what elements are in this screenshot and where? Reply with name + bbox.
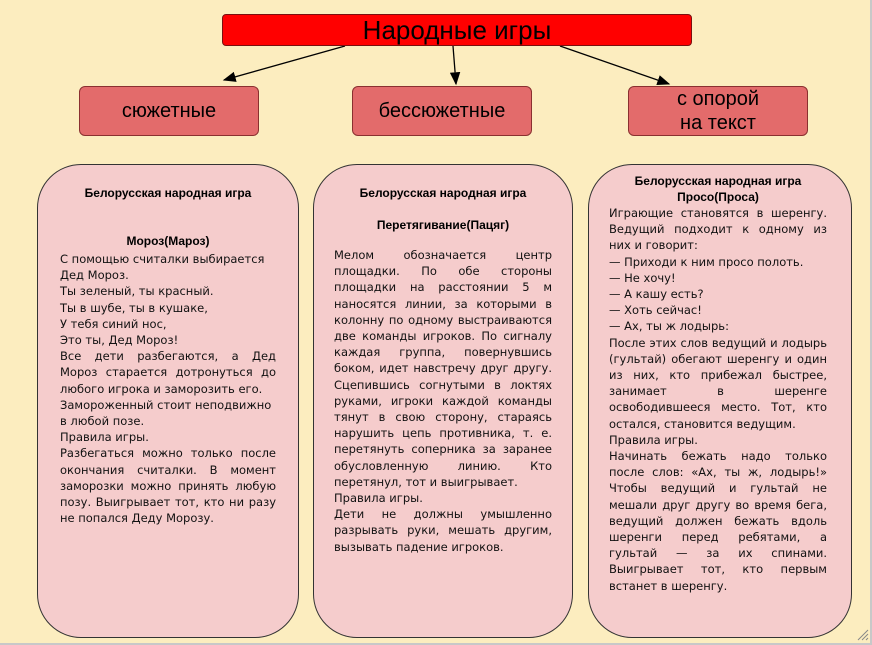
card-paragraph: — Приходи к ним просо полоть. [609, 254, 804, 269]
category-box-2 [352, 86, 532, 136]
card-text [60, 251, 276, 526]
card-paragraph: Правила игры. [60, 430, 149, 445]
card-text [609, 205, 827, 594]
resize-grip-icon[interactable] [857, 629, 869, 641]
game-card-moroz [37, 164, 299, 638]
card-title-line: Белорусская народная игра [359, 186, 527, 200]
category-label-1: сюжетные [121, 100, 217, 122]
arrow-to-cat1 [224, 46, 345, 80]
card-paragraph: Это ты, Дед Мороз! [60, 333, 179, 348]
card-paragraph: Ты зеленый, ты красный. [60, 284, 214, 299]
card-paragraph: Ты в шубе, ты в кушаке, [60, 300, 208, 315]
arrow-to-cat3 [560, 46, 669, 84]
card-paragraph: Правила игры. [334, 491, 423, 506]
page-title: Народные игры [222, 14, 692, 46]
card-paragraph: Мелом обозначается центр площадки. По обе стороны площадки на расстоянии 5 м наносятся линии, за которыми в колонну по одному выстраиваются две команды игроков. По сигналу каждая группа, повернувшись боком, идет навстречу друг другу. Сцепившись согнутыми в локтях руками, игроки каждой команды тянут в свою сторону, стараясь нарушить цепь противника, т. е. перетянуть соперника за заранее обусловленную линию. Кто перетянул, тот и выигрывает. [334, 248, 552, 489]
card-paragraph: — Не хочу! [609, 270, 676, 285]
card-title-line: Мороз(Мароз) [126, 234, 210, 248]
card-title [334, 185, 552, 233]
card-paragraph: С помощью считалки выбирается Дед Мороз. [60, 252, 265, 283]
card-paragraph: — Ах, ты ж лодырь: [609, 319, 729, 334]
category-label-3: с опорой на текст [676, 88, 760, 134]
card-paragraph: Разбегаться можно только после окончания считалки. В момент заморозки можно принять любую позу. Выигрывает тот, кто ни разу не попался Деду Морозу. [60, 446, 276, 526]
card-title-line: Перетягивание(Пацяг) [376, 218, 510, 232]
card-paragraph: Все дети разбегаются, а Дед Мороз старается дотронуться до любого игрока и заморозить его. [60, 349, 276, 396]
card-title-spacer [60, 201, 276, 217]
card-paragraph: После этих слов ведущий и лодырь (гультай) обегают шеренгу и один из них, кто прибежал быстрее, занимает в шеренге освободившееся место. Тот, кто остался, становится ведущим. [609, 335, 827, 431]
card-title [60, 185, 276, 249]
card-paragraph: — А кашу есть? [609, 287, 704, 302]
card-title-spacer [60, 217, 276, 233]
card-title-line: Белорусская народная игра [84, 186, 252, 200]
card-paragraph: Начинать бежать надо только после слов: «Ах, ты ж, лодырь!» Чтобы ведущий и гультай не мешали друг другу во время бега, ведущий должен бежать вдоль шеренги перед ребятами, а гультай — за их спинами. Выигрывает тот, кто первым встанет в шеренгу. [609, 449, 827, 593]
category-box-1 [79, 86, 259, 136]
game-card-prosa [588, 164, 852, 638]
card-paragraph: Дети не должны умышленно разрывать руки, мешать другим, вызывать падение игроков. [334, 507, 552, 554]
card-text [334, 247, 552, 555]
category-box-3 [628, 86, 808, 136]
game-card-patsyag [313, 164, 573, 638]
card-paragraph: Правила игры. [609, 432, 698, 447]
card-title [609, 173, 827, 205]
card-paragraph: Замороженный стоит неподвижно в любой позе. [60, 397, 272, 429]
card-paragraph: У тебя синий нос, [60, 316, 167, 331]
card-title-line: Просо(Проса) [677, 190, 759, 204]
card-title-spacer [334, 201, 552, 217]
card-title-line: Белорусская народная игра [634, 174, 802, 188]
card-paragraph: — Хоть сейчас! [609, 303, 702, 318]
card-paragraph: Играющие становятся в шеренгу. Ведущий подходит к одному из них и говорит: [609, 206, 827, 253]
arrow-to-cat2 [453, 46, 456, 84]
category-label-2: бессюжетные [378, 100, 506, 122]
